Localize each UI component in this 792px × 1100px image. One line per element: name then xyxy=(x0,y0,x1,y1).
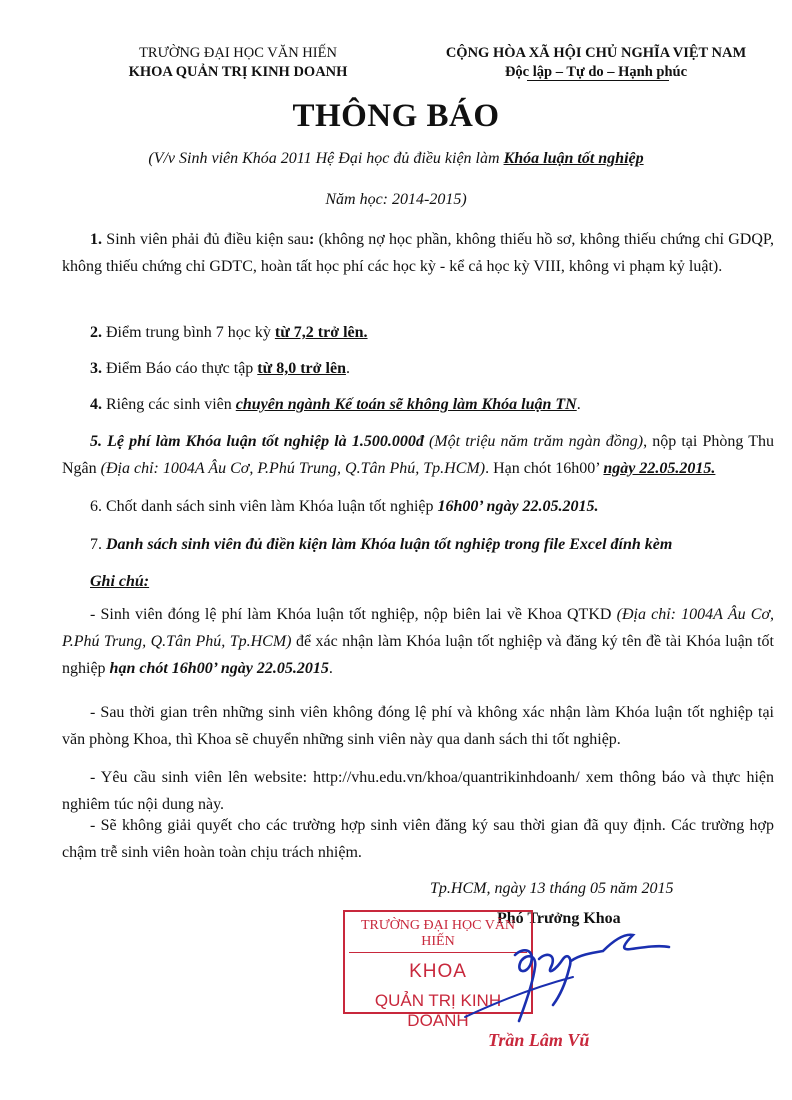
item-5 xyxy=(62,428,774,482)
header-left xyxy=(88,44,388,82)
item-deadline: 16h00’ ngày 22.05.2015. xyxy=(437,498,599,515)
item-emphasis: từ 7,2 trở lên. xyxy=(274,324,368,341)
note-deadline: hạn chót 16h00’ ngày 22.05.2015 xyxy=(109,660,329,677)
note-1 xyxy=(62,601,774,682)
item-emphasis: 5. Lệ phí làm Khóa luận tốt nghiệp là 1.500.000đ xyxy=(90,433,424,450)
note-2: - Sau thời gian trên những sinh viên không đóng lệ phí và không xác nhận làm Khóa luận tốt nghiệp tại văn phòng Khoa, thì Khoa sẽ chuyển những sinh viên này qua danh sách thi tốt nghiệp. xyxy=(62,704,774,748)
national-motto: Độc lập – Tự do – Hạnh phúc xyxy=(504,64,688,80)
item-text: Sinh viên phải đủ điều kiện sau xyxy=(102,231,309,248)
page-title: THÔNG BÁO xyxy=(292,98,500,134)
item-text: , nộp tại Phòng Thu Ngân xyxy=(62,433,774,477)
item-text: (Một triệu năm trăm ngàn đồng) xyxy=(423,433,644,450)
item-1 xyxy=(62,226,774,280)
item-text: 6. Chốt danh sách sinh viên làm Khóa luận tốt nghiệp xyxy=(90,498,438,515)
item-text: . xyxy=(345,360,350,377)
item-number: 2. xyxy=(90,324,102,341)
motto-underline xyxy=(527,80,669,81)
item-emphasis: Danh sách sinh viên đủ điền kiện làm Khóa luận tốt nghiệp trong file Excel đính kèm xyxy=(102,536,673,553)
stamp-faculty-label: KHOA xyxy=(409,961,467,982)
item-number: 3. xyxy=(90,360,102,377)
stamp-faculty-name: QUẢN TRỊ KINH DOANH xyxy=(374,991,502,1030)
item-text: . xyxy=(576,396,581,413)
item-3 xyxy=(62,355,774,382)
item-text: Điểm Báo cáo thực tập xyxy=(102,360,258,377)
notice-subject xyxy=(0,150,792,168)
item-number: 4. xyxy=(90,396,102,413)
item-number: 1. xyxy=(90,231,102,248)
item-emphasis: từ 8,0 trở lên xyxy=(257,360,346,377)
faculty-name: KHOA QUẢN TRỊ KINH DOANH xyxy=(128,64,348,80)
note-address: (Địa chỉ: 1004A Âu Cơ, P.Phú Trung, Q.Tân Phú, Tp.HCM) xyxy=(62,606,775,650)
header-right xyxy=(415,44,777,82)
item-text: . Hạn chót 16h00’ xyxy=(485,460,604,477)
item-2 xyxy=(62,319,774,346)
signer-title: Phó Trưởng Khoa xyxy=(497,910,621,927)
notes-heading-text: Ghi chú: xyxy=(90,573,150,590)
item-number: 7. xyxy=(90,536,102,553)
item-text: Điểm trung bình 7 học kỳ xyxy=(102,324,275,341)
note-text: - Sinh viên đóng lệ phí làm Khóa luận tốt nghiệp, nộp biên lai về Khoa QTKD xyxy=(90,606,617,623)
item-text: : xyxy=(308,231,315,248)
item-deadline: ngày 22.05.2015. xyxy=(603,460,716,477)
item-6 xyxy=(62,493,774,520)
notes-heading xyxy=(62,568,774,595)
note-text: . xyxy=(328,660,333,677)
item-emphasis: chuyên ngành Kế toán sẽ không làm Khóa luận TN xyxy=(235,396,577,413)
stamp-university: TRƯỜNG ĐẠI HỌC VĂN HIẾN xyxy=(349,918,527,953)
country-name: CỘNG HÒA XÃ HỘI CHỦ NGHĨA VIỆT NAM xyxy=(445,45,747,61)
item-text: (không nợ học phần, không thiếu hồ sơ, không thiếu chứng chỉ GDQP, không thiếu chứng chỉ GDTC, hoàn tất học phí các học kỳ - kể cả học kỳ VIII, không vi phạm kỷ luật). xyxy=(62,231,775,275)
item-7 xyxy=(62,531,774,558)
academic-year: Năm học: 2014-2015) xyxy=(325,191,467,208)
university-name: TRƯỜNG ĐẠI HỌC VĂN HIẾN xyxy=(139,45,337,61)
signing-date: Tp.HCM, ngày 13 tháng 05 năm 2015 xyxy=(430,880,674,897)
item-text: Riêng các sinh viên xyxy=(102,396,236,413)
note-3: - Yêu cầu sinh viên lên website: http://vhu.edu.vn/khoa/quantrikinhdoanh/ xem thông báo và thực hiện nghiêm túc nội dung này. xyxy=(62,769,774,813)
handwritten-signature xyxy=(455,925,675,1035)
subject-prefix: (V/v Sinh viên Khóa 2011 Hệ Đại học đủ điều kiện làm xyxy=(148,150,504,167)
item-address: (Địa chỉ: 1004A Âu Cơ, P.Phú Trung, Q.Tân Phú, Tp.HCM) xyxy=(100,460,486,477)
item-4 xyxy=(62,391,774,418)
note-4: - Sẽ không giải quyết cho các trường hợp sinh viên đăng ký sau thời gian đã quy định. Các trường hợp chậm trễ sinh viên hoàn toàn chịu trách nhiệm. xyxy=(62,817,774,861)
note-text: để xác nhận làm Khóa luận tốt nghiệp và đăng ký tên đề tài Khóa luận tốt nghiệp xyxy=(62,633,775,677)
subject-emphasis: Khóa luận tốt nghiệp xyxy=(503,150,644,167)
signer-name: Trần Lâm Vũ xyxy=(488,1030,590,1050)
